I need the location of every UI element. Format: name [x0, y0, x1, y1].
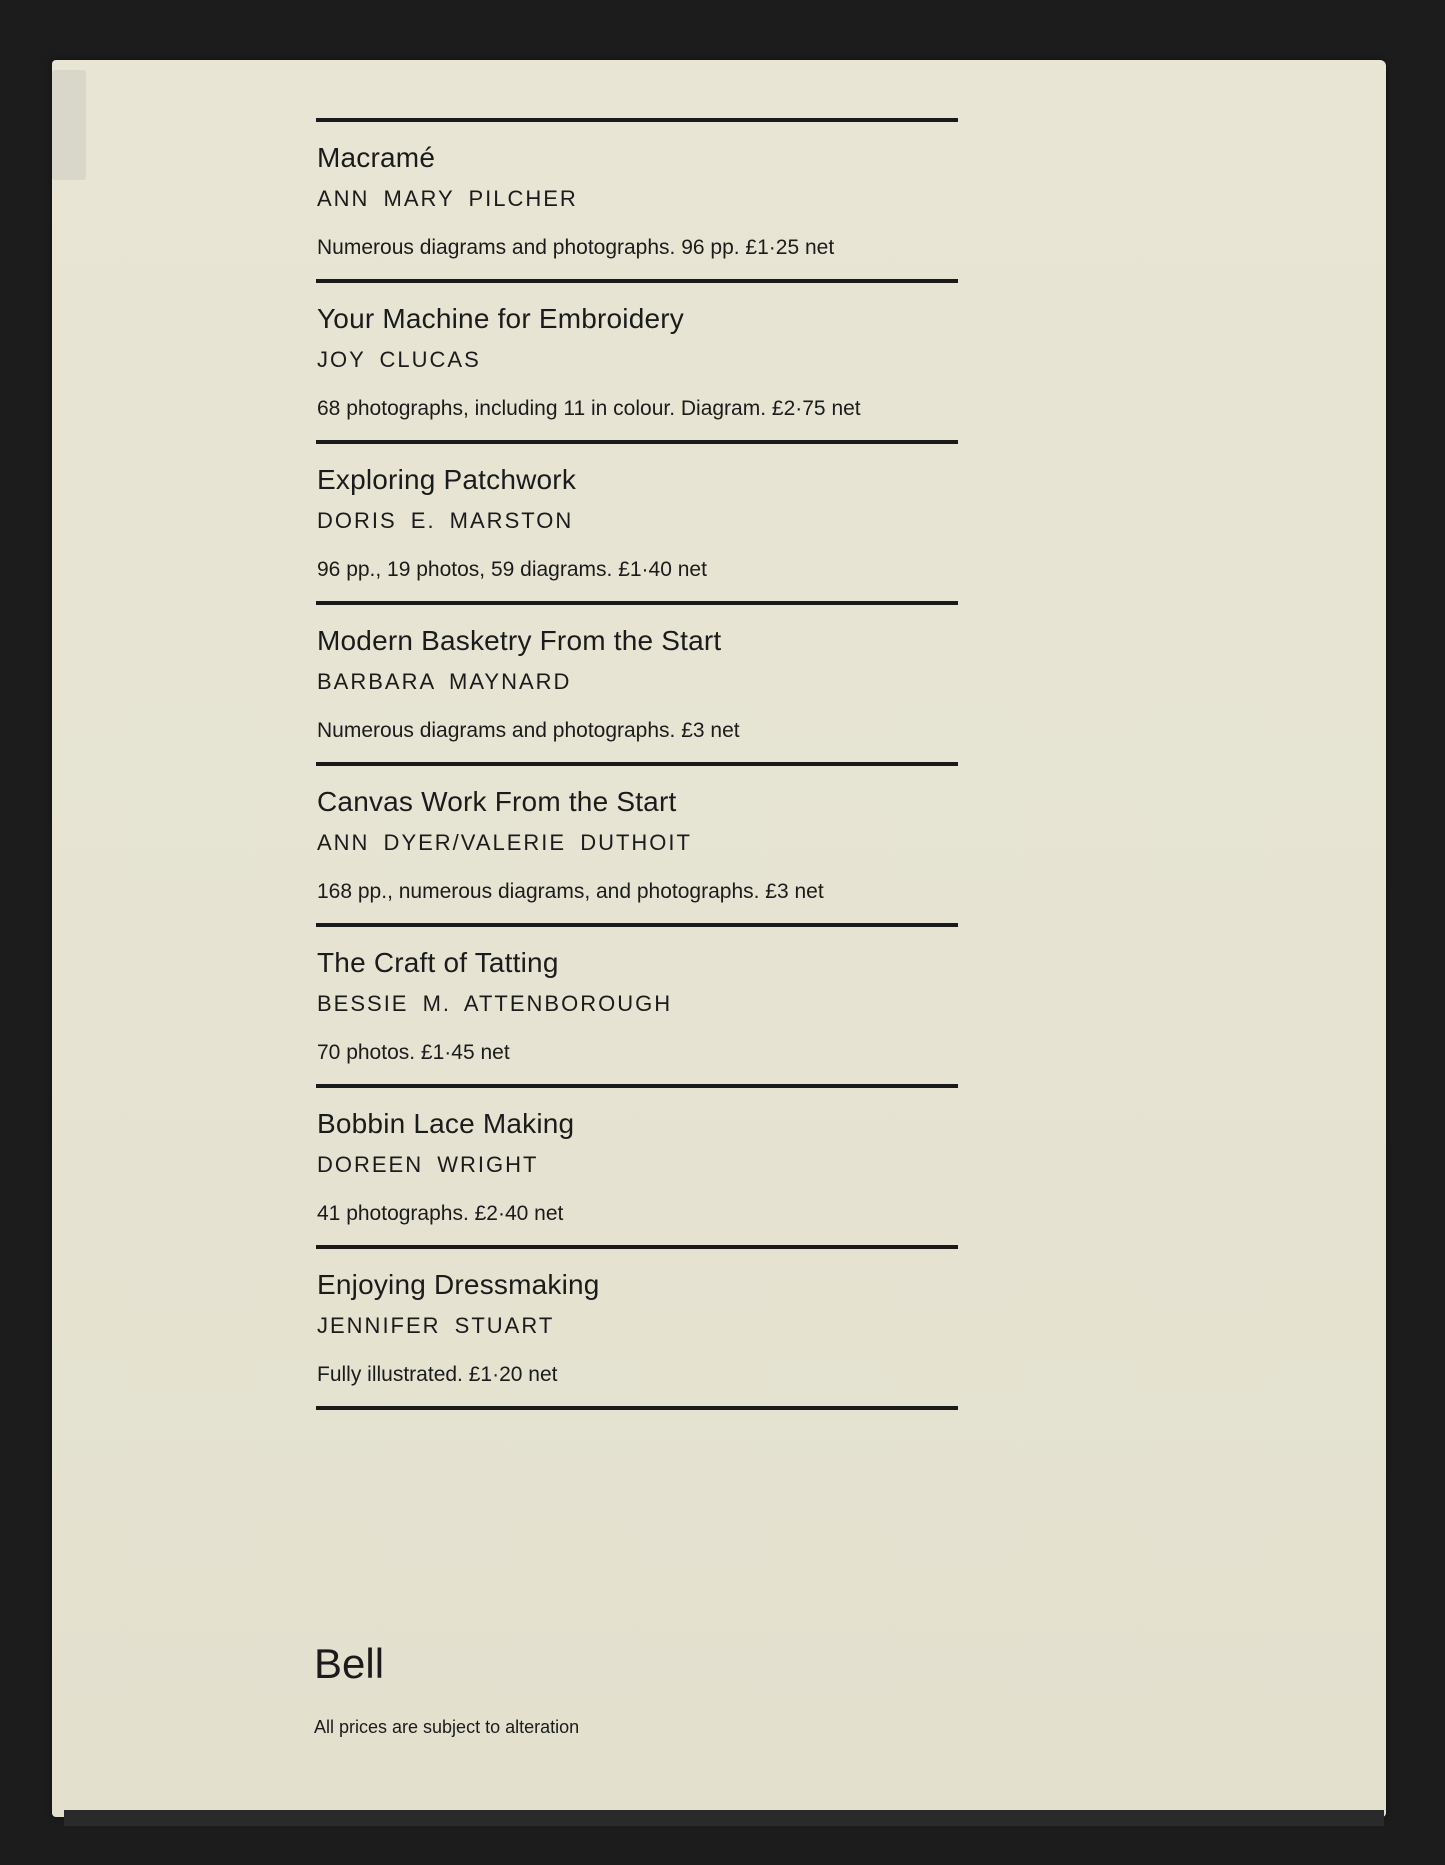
book-details: 168 pp., numerous diagrams, and photographs. £3 net	[317, 880, 824, 903]
book-author: JOY CLUCAS	[317, 347, 481, 372]
book-title: Exploring Patchwork	[317, 464, 577, 495]
book-details: 96 pp., 19 photos, 59 diagrams. £1·40 net	[317, 558, 707, 581]
book-details: Numerous diagrams and photographs. £3 net	[317, 719, 740, 742]
book-details: 68 photographs, including 11 in colour. Diagram. £2·75 net	[317, 397, 861, 420]
book-author: BARBARA MAYNARD	[317, 669, 572, 694]
book-title: Canvas Work From the Start	[317, 786, 677, 817]
book-entry	[316, 766, 958, 923]
book-entry	[316, 122, 958, 279]
book-entry	[316, 605, 958, 762]
book-list	[316, 118, 958, 1410]
book-details: Fully illustrated. £1·20 net	[317, 1363, 558, 1386]
book-author: DORIS E. MARSTON	[317, 508, 574, 533]
book-author: ANN DYER/VALERIE DUTHOIT	[317, 830, 692, 855]
publisher-name: Bell	[314, 1640, 385, 1687]
book-details: 70 photos. £1·45 net	[317, 1041, 510, 1064]
book-details: 41 photographs. £2·40 net	[317, 1202, 564, 1225]
book-entry	[316, 1249, 958, 1406]
book-entry	[316, 283, 958, 440]
book-author: DOREEN WRIGHT	[317, 1152, 539, 1177]
book-author: ANN MARY PILCHER	[317, 186, 578, 211]
price-footnote: All prices are subject to alteration	[314, 1717, 580, 1737]
divider-rule	[316, 1406, 958, 1410]
book-title: Macramé	[317, 142, 436, 173]
book-entry	[316, 1088, 958, 1245]
book-title: Enjoying Dressmaking	[317, 1269, 600, 1300]
book-title: Your Machine for Embroidery	[317, 303, 684, 334]
book-entry	[316, 444, 958, 601]
book-title: The Craft of Tatting	[317, 947, 559, 978]
book-title: Bobbin Lace Making	[317, 1108, 575, 1139]
book-board-edge	[64, 1810, 1384, 1826]
worn-jacket-edge	[52, 70, 86, 180]
book-author: JENNIFER STUART	[317, 1313, 555, 1338]
book-author: BESSIE M. ATTENBOROUGH	[317, 991, 673, 1016]
book-details: Numerous diagrams and photographs. 96 pp. £1·25 net	[317, 236, 835, 259]
book-title: Modern Basketry From the Start	[317, 625, 722, 656]
book-entry	[316, 927, 958, 1084]
